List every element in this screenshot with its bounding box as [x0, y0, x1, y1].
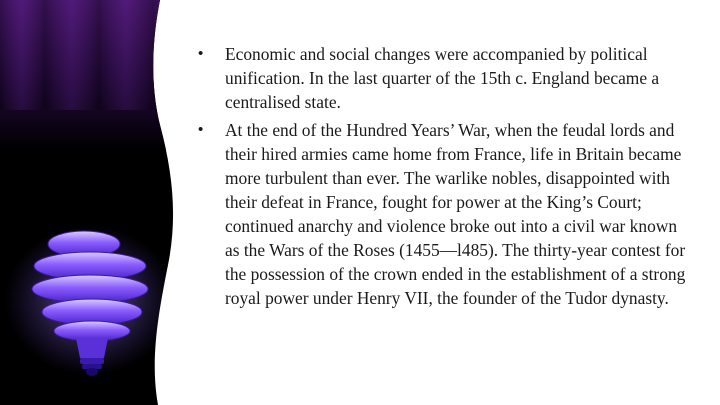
bullet-marker: •: [198, 121, 204, 138]
bullet-marker: •: [198, 45, 204, 62]
slide-content: [198, 42, 688, 314]
bullet-item-unification: [198, 42, 688, 114]
bullet-text: At the end of the Hundred Years’ War, when the feudal lords and their hired armies came home from France, life in Britain became more turbulent than ever. The warlike nobles, disappointed with their defeat in France, fought for power at the King’s Court; continued anarchy and violence broke out into a civil war known as the Wars of the Roses (1455—l485). The thirty-year contest for the possession of the crown ended in the establishment of a strong royal power under Henry VII, the founder of the Tudor dynasty.: [225, 120, 686, 308]
bullet-text: Economic and social changes were accompanied by political unification. In the last quarter of the 15th c. England became a centralised state.: [225, 44, 660, 112]
bullet-item-hundred-years-war: [198, 118, 688, 310]
curtain-stripes: [0, 0, 180, 110]
bullet-list: [198, 42, 688, 310]
